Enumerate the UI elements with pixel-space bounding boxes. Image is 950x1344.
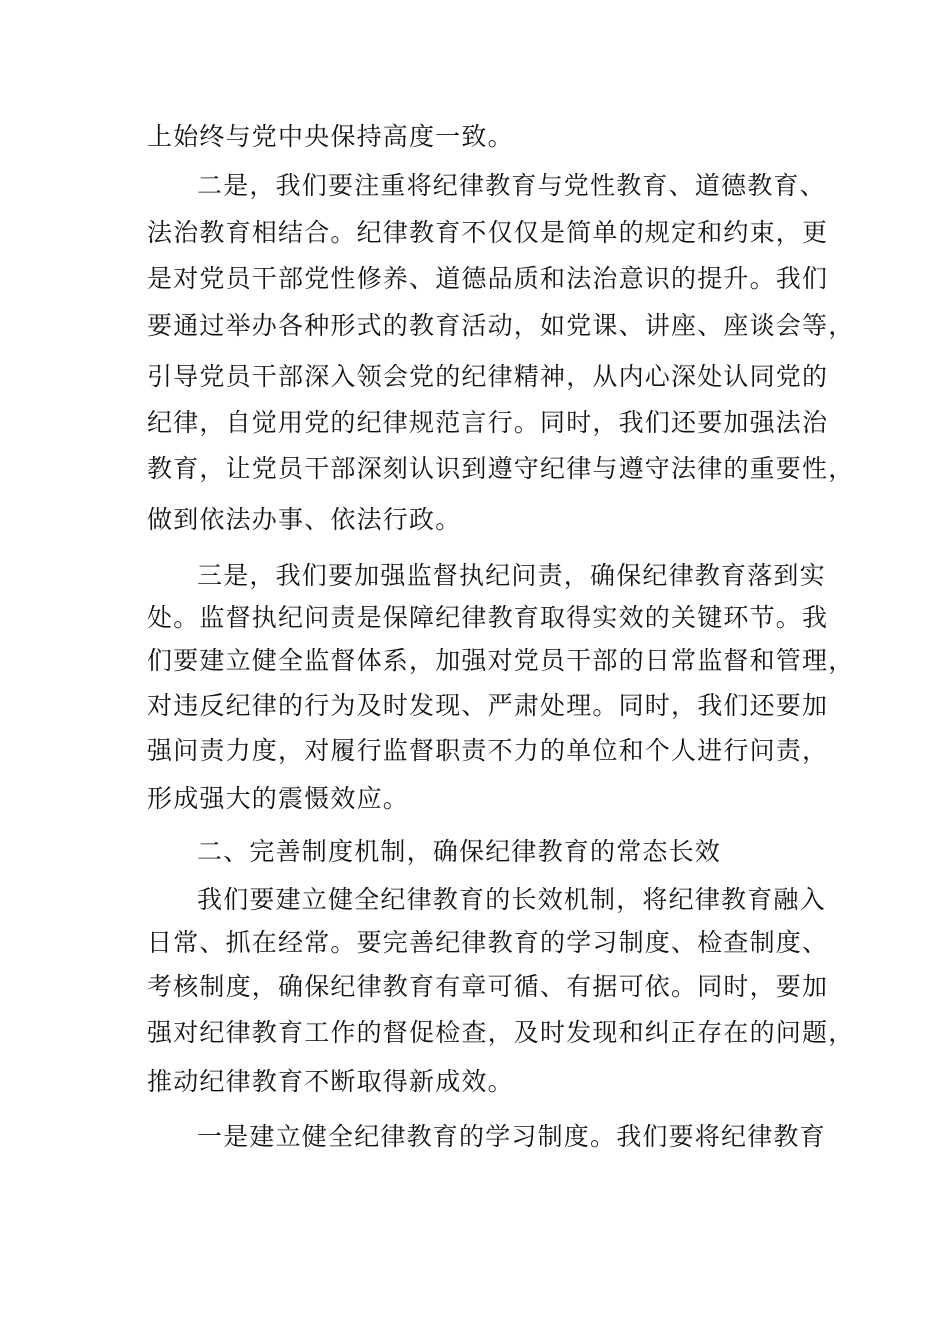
text-line: 纪律，自觉用党的纪律规范言行。同时，我们还要加强法治 xyxy=(147,408,829,437)
text-line: 我们要建立健全纪律教育的长效机制，将纪律教育融入 xyxy=(197,885,826,914)
text-line: 三是，我们要加强监督执纪问责，确保纪律教育落到实 xyxy=(197,561,826,590)
text-line: 要通过举办各种形式的教育活动，如党课、讲座、座谈会等， xyxy=(147,311,855,340)
text-line: 对违反纪律的行为及时发现、严肃处理。同时，我们还要加 xyxy=(147,691,829,720)
text-line: 考核制度，确保纪律教育有章可循、有据可依。同时，要加 xyxy=(147,972,829,1001)
text-line: 引导党员干部深入领会党的纪律精神，从内心深处认同党的 xyxy=(147,362,829,391)
section-heading: 二、完善制度机制，确保纪律教育的常态长效 xyxy=(197,837,722,866)
text-line: 推动纪律教育不断取得新成效。 xyxy=(147,1067,514,1096)
text-line: 做到依法办事、依法行政。 xyxy=(147,505,462,534)
text-line: 处。监督执纪问责是保障纪律教育取得实效的关键环节。我 xyxy=(147,603,829,632)
text-line: 们要建立健全监督体系，加强对党员干部的日常监督和管理， xyxy=(147,646,855,675)
text-line: 日常、抓在经常。要完善纪律教育的学习制度、检查制度、 xyxy=(147,928,829,957)
text-line: 二是，我们要注重将纪律教育与党性教育、道德教育、 xyxy=(197,171,826,200)
text-line: 法治教育相结合。纪律教育不仅仅是简单的规定和约束，更 xyxy=(147,218,829,247)
text-line: 上始终与党中央保持高度一致。 xyxy=(147,122,514,151)
text-line: 是对党员干部党性修养、道德品质和法治意识的提升。我们 xyxy=(147,264,829,293)
text-line: 强问责力度，对履行监督职责不力的单位和个人进行问责， xyxy=(147,736,829,765)
text-line: 一是建立健全纪律教育的学习制度。我们要将纪律教育 xyxy=(197,1122,826,1151)
text-line: 教育，让党员干部深刻认识到遵守纪律与遵守法律的重要性， xyxy=(147,454,855,483)
text-line: 强对纪律教育工作的督促检查，及时发现和纠正存在的问题， xyxy=(147,1018,855,1047)
text-line: 形成强大的震慑效应。 xyxy=(147,784,410,813)
